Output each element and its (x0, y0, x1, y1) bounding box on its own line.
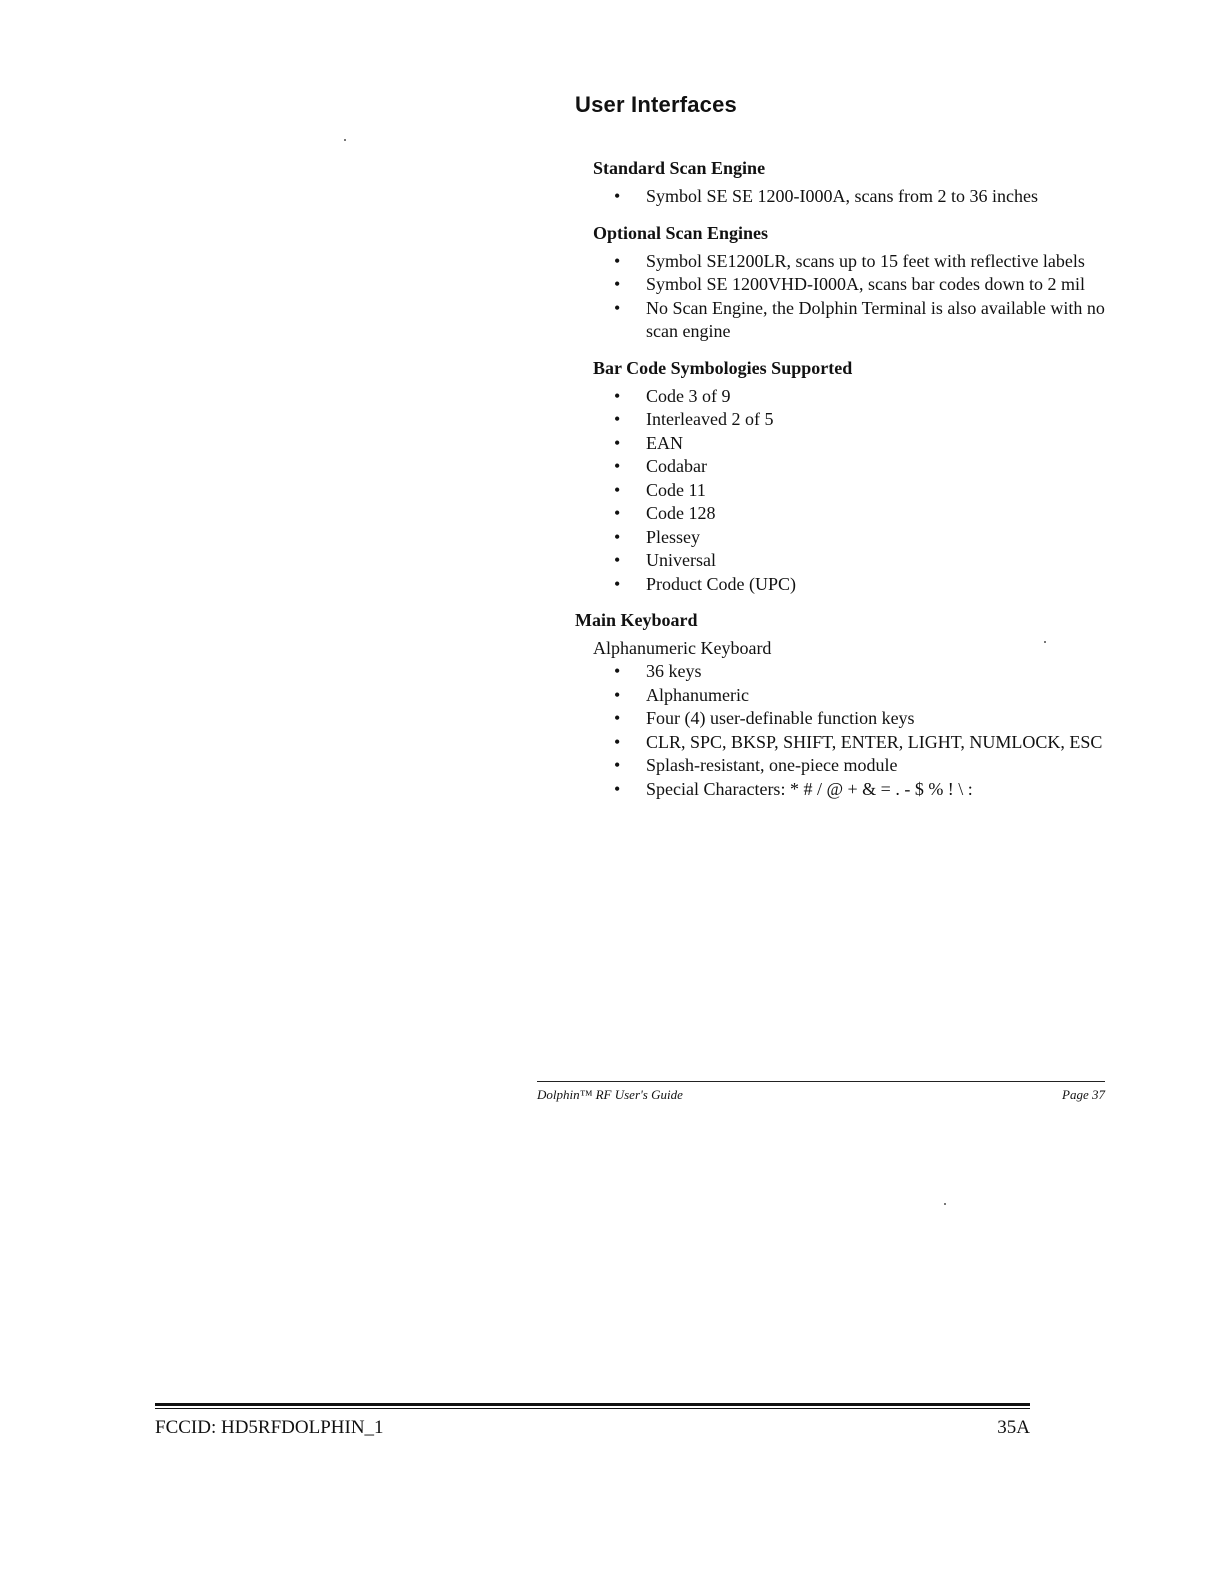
guide-title: Dolphin™ RF User's Guide (537, 1087, 683, 1102)
fcc-footer (155, 1403, 1030, 1439)
list-item: • Splash-resistant, one-piece module (575, 754, 1115, 778)
list-item: • Product Code (UPC) (593, 573, 1115, 597)
scan-speck (1044, 641, 1046, 643)
section-heading: Optional Scan Engines (593, 222, 769, 243)
list-item: • Code 128 (593, 502, 1115, 526)
main-content (575, 92, 1115, 815)
fcc-divider-thick (155, 1403, 1030, 1406)
section-heading: Standard Scan Engine (593, 158, 766, 178)
bullet-list (593, 385, 1115, 597)
list-item: • Code 3 of 9 (593, 385, 1115, 409)
list-item: • Symbol SE 1200VHD-I000A, scans bar codes down to 2 mil (593, 273, 1115, 297)
section-heading: Bar Code Symbologies Supported (593, 357, 853, 378)
list-item: • No Scan Engine, the Dolphin Terminal is also available with no scan engine (593, 297, 1115, 344)
list-item: • Symbol SE SE 1200-I000A, scans from 2 to 36 inches (593, 185, 1115, 209)
scan-speck (344, 139, 346, 141)
list-item: • Code 11 (593, 479, 1115, 503)
bullet-list (593, 250, 1115, 344)
bullet-list (593, 185, 1115, 209)
main-keyboard-section (575, 610, 1115, 801)
list-item: • 36 keys (575, 660, 1115, 684)
manual-page-footer (537, 1081, 1105, 1103)
fcc-id: FCCID: HD5RFDOLPHIN_1 (155, 1417, 384, 1438)
list-item: • Plessey (593, 526, 1115, 550)
list-item: • Four (4) user-definable function keys (575, 707, 1115, 731)
list-item: • Special Characters: * # / @ + & = . - $ % ! \ : (575, 778, 1115, 802)
page-title: User Interfaces (575, 92, 737, 117)
optional-scan-engines-section (593, 223, 1115, 344)
standard-scan-engine-section (593, 158, 1115, 209)
bullet-list (575, 660, 1115, 801)
bar-code-symbologies-section (593, 358, 1115, 597)
list-item: • Codabar (593, 455, 1115, 479)
keyboard-intro: Alphanumeric Keyboard (593, 638, 772, 658)
scan-speck (944, 1203, 946, 1205)
list-item: • Alphanumeric (575, 684, 1115, 708)
section-heading: Main Keyboard (575, 610, 698, 630)
list-item: • CLR, SPC, BKSP, SHIFT, ENTER, LIGHT, NUMLOCK, ESC (575, 731, 1115, 755)
list-item: • Interleaved 2 of 5 (593, 408, 1115, 432)
list-item: • EAN (593, 432, 1115, 456)
list-item: • Symbol SE1200LR, scans up to 15 feet with reflective labels (593, 250, 1115, 274)
list-item: • Universal (593, 549, 1115, 573)
fcc-page-number: 35A (997, 1417, 1030, 1438)
page-number: Page 37 (1062, 1087, 1105, 1102)
